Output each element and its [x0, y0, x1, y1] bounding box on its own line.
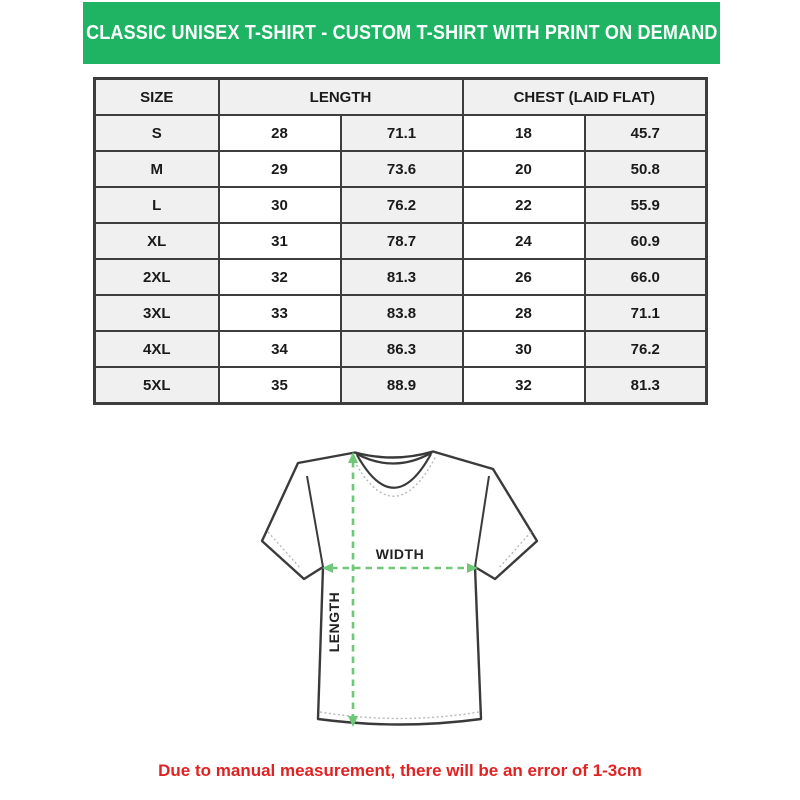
cell-length-in: 28	[219, 115, 341, 151]
table-row	[95, 223, 707, 259]
length-label: LENGTH	[326, 591, 342, 653]
column-header-chest: CHEST (LAID FLAT)	[463, 79, 707, 116]
width-label: WIDTH	[375, 546, 425, 562]
size-chart-table	[93, 77, 708, 405]
cell-length-in: 30	[219, 187, 341, 223]
cell-chest-in: 26	[463, 259, 585, 295]
cell-length-cm: 81.3	[341, 259, 463, 295]
cell-chest-in: 24	[463, 223, 585, 259]
cell-size: L	[95, 187, 219, 223]
table-row	[95, 331, 707, 367]
cell-chest-cm: 45.7	[585, 115, 707, 151]
cell-length-cm: 86.3	[341, 331, 463, 367]
table-row	[95, 187, 707, 223]
cell-chest-cm: 66.0	[585, 259, 707, 295]
table-row	[95, 259, 707, 295]
cell-length-cm: 88.9	[341, 367, 463, 404]
cell-length-cm: 73.6	[341, 151, 463, 187]
tshirt-outline-icon	[262, 452, 537, 725]
cell-chest-in: 30	[463, 331, 585, 367]
title-banner	[83, 2, 720, 64]
cell-length-cm: 71.1	[341, 115, 463, 151]
table-row	[95, 367, 707, 404]
measurement-error-note: Due to manual measurement, there will be an error of 1-3cm	[158, 761, 642, 780]
cell-length-cm: 76.2	[341, 187, 463, 223]
cell-length-in: 31	[219, 223, 341, 259]
tshirt-diagram	[240, 428, 560, 758]
table-row	[95, 295, 707, 331]
cell-chest-in: 32	[463, 367, 585, 404]
cell-size: S	[95, 115, 219, 151]
cell-chest-in: 18	[463, 115, 585, 151]
cell-size: 5XL	[95, 367, 219, 404]
cell-length-cm: 83.8	[341, 295, 463, 331]
cell-chest-cm: 81.3	[585, 367, 707, 404]
cell-length-in: 35	[219, 367, 341, 404]
cell-size: XL	[95, 223, 219, 259]
cell-chest-cm: 71.1	[585, 295, 707, 331]
cell-chest-cm: 50.8	[585, 151, 707, 187]
table-row	[95, 151, 707, 187]
table-header-row	[95, 79, 707, 116]
cell-length-in: 33	[219, 295, 341, 331]
table-row	[95, 115, 707, 151]
cell-chest-in: 28	[463, 295, 585, 331]
cell-length-cm: 78.7	[341, 223, 463, 259]
cell-length-in: 32	[219, 259, 341, 295]
page-title: CLASSIC UNISEX T-SHIRT - CUSTOM T-SHIRT WITH PRINT ON DEMAND	[85, 21, 718, 44]
cell-size: 2XL	[95, 259, 219, 295]
size-chart-table-container	[93, 77, 707, 405]
cell-length-in: 29	[219, 151, 341, 187]
cell-size: 4XL	[95, 331, 219, 367]
column-header-size: SIZE	[95, 79, 219, 116]
cell-chest-cm: 55.9	[585, 187, 707, 223]
cell-size: 3XL	[95, 295, 219, 331]
cell-chest-in: 22	[463, 187, 585, 223]
cell-chest-in: 20	[463, 151, 585, 187]
cell-chest-cm: 76.2	[585, 331, 707, 367]
cell-chest-cm: 60.9	[585, 223, 707, 259]
column-header-length: LENGTH	[219, 79, 463, 116]
cell-size: M	[95, 151, 219, 187]
cell-length-in: 34	[219, 331, 341, 367]
